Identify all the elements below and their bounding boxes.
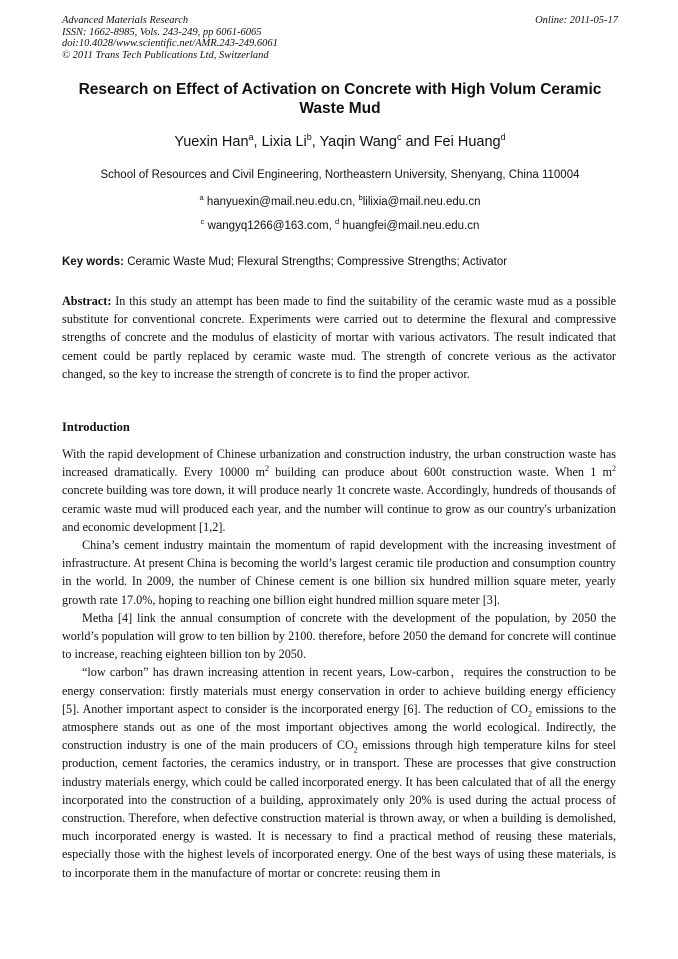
author-mark: c — [396, 132, 402, 142]
issn-line: ISSN: 1662-8985, Vols. 243-249, pp 6061-6065 — [62, 26, 262, 38]
author-name: Lixia Li — [261, 133, 307, 150]
paper-title: Research on Effect of Activation on Concrete with High Volum Ceramic Waste Mud — [78, 81, 602, 117]
author-list: Yuexin Han$^a$, Lixia Li$^b$, Yaqin Wang$^c$ and Fei Huang$^d$ — [174, 132, 506, 150]
affiliation: School of Resources and Civil Engineering, Northeastern University, Shenyang, China 110004 — [100, 169, 580, 181]
copyright-line: © 2011 Trans Tech Publications Ltd, Switzerland — [62, 49, 269, 61]
paragraph-text: emissions to the atmosphere stands out as one of the most important objectives among the world ecological. Indirectly, the construction industry is one of the main producers of CO — [62, 701, 616, 753]
email-line — [62, 193, 618, 208]
paragraph — [62, 445, 616, 536]
email-mark: a — [199, 193, 204, 202]
email-mark: c — [200, 217, 205, 226]
superscript: 2 — [612, 464, 616, 474]
email-address[interactable]: hanyuexin@mail.neu.edu.cn, — [206, 195, 356, 208]
paragraph — [62, 663, 616, 881]
subscript: 2 — [353, 745, 358, 755]
abstract-text: In this study an attempt has been made to find the suitability of the ceramic waste mud as a possible substitute for conventional concrete. Experiments were carried out to determine the flexural and compressive strengths of concrete and the modulus of elasticity of mortar with various activators. The result indicated that cement could be partly replaced by ceramic waste mud. The strength of concrete verious as the activator changed, so the key to increase the strength of concrete is to find the proper activor. — [62, 294, 616, 381]
email-mark: d — [334, 217, 340, 226]
author-mark: a — [248, 132, 254, 142]
journal-name: Advanced Materials Research — [62, 15, 189, 26]
superscript: 2 — [265, 464, 270, 474]
section-heading-introduction: Introduction — [62, 420, 130, 434]
abstract-label: Abstract: — [62, 294, 112, 308]
paragraph-text: concrete building was tore down, it will produce nearly 1t concrete waste. Accordingly, hundreds of thousands of ceramic waste mud will produced each year, and the number will continue to grow as our country's urbanization and economic development [1,2]. — [62, 483, 616, 534]
author-mark: b — [306, 132, 312, 142]
abstract — [62, 292, 616, 383]
online-date: Online: 2011-05-17 — [535, 15, 618, 26]
paragraph: China’s cement industry maintain the momentum of rapid development with the increasing investment of infrastructure. At present China is becoming the world’s largest ceramic tile production and consumption country in the world. In 2009, the number of Chinese cement is one billion six hundred million square meter, yearly growth rate 17.0%, hoping to reaching one billion eight hundred million square meter [3]. — [62, 538, 616, 607]
paragraph-text: With the rapid development of Chinese urbanization and construction industry, the urban construction waste has increased dramatically. Every 10000 m — [62, 447, 616, 480]
author-mark: d — [500, 132, 506, 142]
keywords — [62, 256, 618, 268]
email-address[interactable]: lilixia@mail.neu.edu.cn — [362, 195, 481, 208]
email-mark: b — [358, 193, 363, 202]
keywords-text: Ceramic Waste Mud; Flexural Strengths; Compressive Strengths; Activator — [124, 256, 508, 268]
author-name: Yaqin Wang — [319, 133, 397, 150]
paragraph-text: building can produce about 600t construction waste. When 1 m — [269, 465, 612, 480]
email-address[interactable]: huangfei@mail.neu.edu.cn — [342, 219, 480, 232]
paragraph-text: emissions through high temperature kilns for steel production, cement factories, the ceramics industry, or in transport. These are processes that give construction industry materials energy, which could be called incorporated energy. It has been calculated that of all the energy incorporated into the construction of a building, approximately only 20% is used during the actual process of construction. Therefore, when defective construction material is thrown away, or when a building is demolished, much incorporated energy is wasted. It is necessary to find a practical method of reusing these materials, especially those with the highest levels of incorporated energy. One of the best ways of using these materials, is to incorporate them in the manufacture of mortar or concrete: reusing them in — [62, 738, 617, 880]
email-address[interactable]: wangyq1266@163.com, — [207, 219, 332, 232]
email-line — [62, 217, 618, 232]
keywords-label: Key words: — [62, 256, 124, 268]
author-name: Fei Huang — [433, 133, 501, 150]
author-name: Yuexin Han — [174, 133, 249, 150]
paragraph: Metha [4] link the annual consumption of concrete with the development of the population, by 2050 the world’s population will grow to ten billion by 2100. therefore, before 2050 the demand for concrete will continue to increase, reaching eighteen billion ton by 2050. — [62, 610, 616, 662]
paragraph-text: “low carbon” has drawn increasing attention in recent years, Low-carbon，requires the construction to be energy conservation: firstly materials must energy conservation in order to achieve building energy efficiency [5]. Another important aspect to consider is the incorporated energy [6]. The reduction of CO — [62, 665, 616, 716]
doi-line: doi:10.4028/www.scientific.net/AMR.243-249.6061 — [62, 38, 278, 49]
introduction-body — [62, 445, 616, 882]
journal-header — [62, 15, 618, 61]
subscript: 2 — [527, 709, 532, 719]
